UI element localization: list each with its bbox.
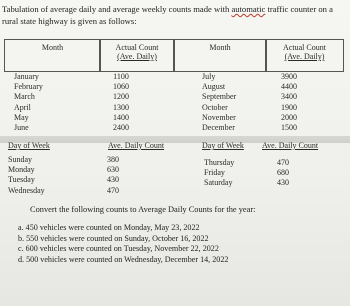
day-of-week-header-right: Day of Week	[202, 141, 244, 150]
problem-letter: b.	[18, 233, 25, 243]
month-cell: October	[202, 102, 228, 112]
month-cell: March	[14, 92, 35, 102]
days-right-column	[204, 158, 234, 189]
day-cell: Monday	[8, 165, 35, 175]
day-counts-right-column	[277, 158, 289, 189]
month-cell: August	[202, 82, 226, 92]
ave-daily-count-header-right: Ave. Daily Count	[262, 141, 319, 150]
month-cell: April	[14, 102, 31, 112]
count-cell: 1060	[113, 82, 129, 92]
day-cell: Wednesday	[8, 185, 45, 195]
count-cell: 1900	[281, 102, 297, 112]
problem-item	[18, 223, 228, 234]
count-header-right-line1: Actual Count	[283, 43, 326, 52]
day-count-cell: 380	[107, 155, 119, 164]
problem-item	[18, 244, 228, 255]
count-cell: 3900	[281, 72, 297, 81]
intro-text-before: Tabulation of average daily and average weekly counts made with	[2, 4, 232, 14]
count-cell: 1100	[113, 72, 129, 81]
month-cell: July	[202, 72, 216, 81]
month-cell: May	[14, 112, 29, 122]
problem-letter: c.	[18, 244, 24, 254]
count-cell: 4400	[281, 82, 297, 92]
intro-line-2: rural state highway is given as follows:	[2, 16, 137, 26]
day-count-cell: 430	[277, 178, 289, 188]
problem-text: 600 vehicles were counted on Tuesday, November 22, 2022	[25, 244, 219, 254]
day-count-cell: 680	[277, 168, 289, 178]
problem-text: 450 vehicles were counted on Monday, May 23, 2022	[25, 223, 200, 232]
counts-left-column	[108, 72, 134, 133]
count-cell: 1200	[113, 92, 129, 102]
count-cell: 2400	[113, 123, 129, 133]
problem-text: 500 vehicles were counted on Wednesday, December 14, 2022	[26, 254, 229, 264]
month-header-left: Month	[41, 43, 64, 52]
day-cell: Thursday	[204, 158, 235, 167]
count-header-box-right	[265, 39, 344, 72]
count-header-right-line2: (Ave. Daily)	[284, 52, 325, 61]
count-cell: 1300	[113, 102, 129, 112]
problem-text: 550 vehicles were counted on Sunday, October 16, 2022	[26, 233, 209, 243]
month-header-right: Month	[209, 43, 231, 52]
day-count-cell: 430	[107, 175, 119, 185]
days-left-column	[8, 155, 45, 196]
month-cell: December	[202, 123, 235, 133]
count-header-box-left	[99, 39, 175, 72]
intro-text-automatic: automatic	[231, 4, 266, 14]
count-cell: 1400	[113, 112, 129, 122]
day-count-cell: 470	[107, 185, 119, 195]
day-counts-left-column	[107, 155, 119, 196]
day-count-cell: 470	[277, 158, 289, 167]
problem-letter: d.	[18, 254, 25, 264]
months-right-column	[202, 72, 236, 133]
count-cell: 2000	[281, 112, 297, 122]
intro-line-1	[2, 3, 348, 15]
count-header-left-line2: (Ave. Daily)	[117, 52, 157, 61]
month-cell: September	[202, 92, 237, 102]
day-of-week-header-left: Day of Week	[8, 141, 50, 150]
day-cell: Saturday	[204, 178, 233, 188]
month-header-box-right	[173, 39, 267, 72]
problem-letter: a.	[18, 223, 24, 232]
monthly-table-header	[4, 39, 342, 72]
day-cell: Tuesday	[8, 175, 35, 185]
count-cell: 1500	[281, 123, 297, 133]
month-cell: January	[14, 72, 39, 81]
count-header-left-line1: Actual Count	[115, 43, 159, 52]
intro-text-after: traffic counter on a	[265, 4, 333, 14]
count-cell: 3400	[281, 92, 297, 102]
convert-prompt: Convert the following counts to Average Daily Counts for the year:	[30, 205, 256, 214]
problem-item	[18, 255, 228, 266]
counts-right-column	[276, 72, 302, 133]
day-cell: Friday	[204, 168, 225, 178]
months-left-column	[14, 72, 43, 133]
ave-daily-count-header-left: Ave. Daily Count	[108, 141, 165, 150]
month-cell: February	[14, 82, 43, 92]
month-cell: November	[202, 112, 236, 122]
problems-list	[18, 223, 228, 265]
day-count-cell: 630	[107, 165, 119, 175]
month-cell: June	[14, 123, 29, 133]
day-cell: Sunday	[8, 155, 32, 164]
month-header-box-left	[4, 39, 101, 72]
problem-item	[18, 234, 228, 245]
